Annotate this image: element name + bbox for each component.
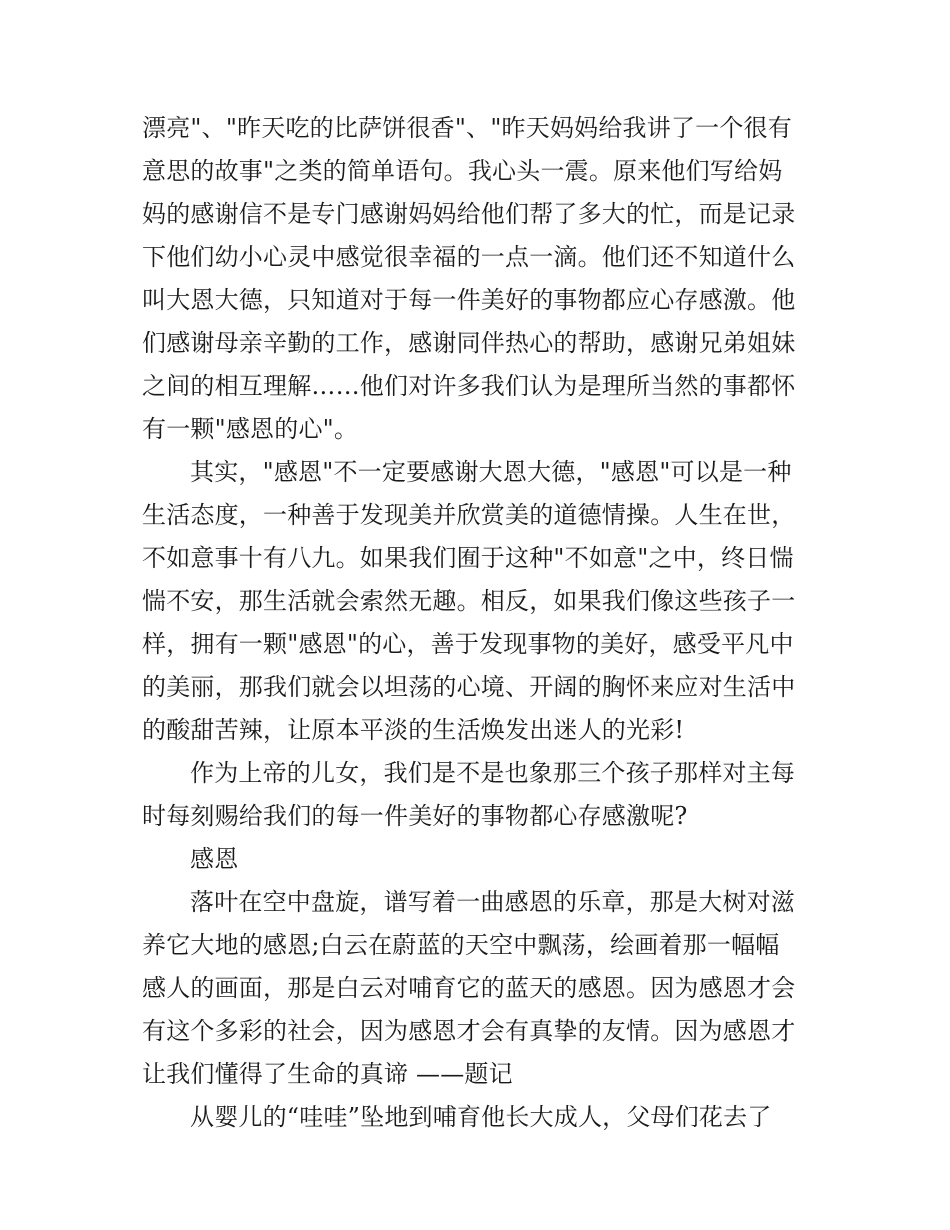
text-line: 的美丽，那我们就会以坦荡的心境、开阔的胸怀来应对生活中 xyxy=(142,673,796,701)
text-line: 感人的画面，那是白云对哺育它的蓝天的感恩。因为感恩才会 xyxy=(142,974,796,1002)
text-line: 不如意事十有八九。如果我们囿于这种"不如意"之中，终日惴 xyxy=(142,544,794,572)
section-heading: 感恩 xyxy=(190,845,239,873)
text-line: 漂亮"、"昨天吃的比萨饼很香"、"昨天妈妈给我讲了一个很有 xyxy=(142,114,792,142)
text-line: 让我们懂得了生命的真谛 ——题记 xyxy=(142,1060,513,1088)
text-line: 惴不安，那生活就会索然无趣。相反，如果我们像这些孩子一 xyxy=(142,587,796,615)
text-line: 叫大恩大德，只知道对于每一件美好的事物都应心存感激。他 xyxy=(142,286,796,314)
text-line: 们感谢母亲辛勤的工作，感谢同伴热心的帮助，感谢兄弟姐妹 xyxy=(142,329,796,357)
text-line: 生活态度，一种善于发现美并欣赏美的道德情操。人生在世， xyxy=(142,501,796,529)
paragraph-first-line: 其实，"感恩"不一定要感谢大恩大德，"感恩"可以是一种 xyxy=(190,458,792,486)
text-line: 有一颗"感恩的心"。 xyxy=(142,415,359,443)
text-line: 有这个多彩的社会，因为感恩才会有真挚的友情。因为感恩才 xyxy=(142,1017,796,1045)
text-line: 意思的故事"之类的简单语句。我心头一震。原来他们写给妈 xyxy=(142,157,783,185)
text-line: 的酸甜苦辣，让原本平淡的生活焕发出迷人的光彩! xyxy=(142,716,685,744)
text-line: 妈的感谢信不是专门感谢妈妈给他们帮了多大的忙，而是记录 xyxy=(142,200,796,228)
text-line: 时每刻赐给我们的每一件美好的事物都心存感激呢? xyxy=(142,802,688,830)
paragraph-first-line: 从婴儿的“哇哇”坠地到哺育他长大成人，父母们花去了 xyxy=(190,1103,772,1131)
text-line: 之间的相互理解……他们对许多我们认为是理所当然的事都怀 xyxy=(142,372,796,400)
paragraph-first-line: 作为上帝的儿女，我们是不是也象那三个孩子那样对主每 xyxy=(190,759,795,787)
text-line: 样，拥有一颗"感恩"的心，善于发现事物的美好，感受平凡中 xyxy=(142,630,794,658)
text-line: 养它大地的感恩;白云在蔚蓝的天空中飘荡，绘画着那一幅幅 xyxy=(142,931,780,959)
paragraph-first-line: 落叶在空中盘旋，谱写着一曲感恩的乐章，那是大树对滋 xyxy=(190,888,795,916)
text-line: 下他们幼小心灵中感觉很幸福的一点一滴。他们还不知道什么 xyxy=(142,243,796,271)
